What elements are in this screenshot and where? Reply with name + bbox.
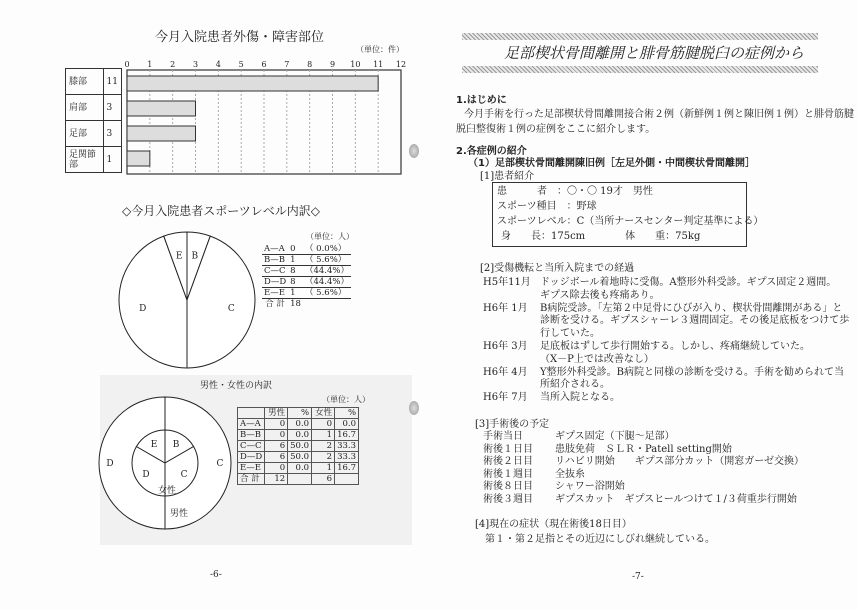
schedule-what: 全抜糸 [555, 468, 585, 480]
category-label: 膝部 [66, 69, 104, 95]
profile-line: スポーツ種目 ：野球 [497, 201, 597, 212]
hatch-stripe [462, 66, 818, 73]
cell: 0.0 [335, 419, 359, 430]
tick-label: 8 [307, 60, 313, 69]
patient-intro-heading: [1]患者紹介 [480, 171, 535, 182]
schedule-when: 手術当日 [483, 431, 523, 442]
cell-count: 8 [288, 266, 303, 277]
history-date: H5年11月 [483, 277, 531, 288]
slice-label: B [172, 439, 180, 450]
bar-chart-unit: （単位：件） [356, 45, 404, 54]
schedule-heading: [3]手術後の予定 [475, 419, 550, 430]
sex-unit: （単位：人） [322, 395, 370, 404]
cell: 0.0 [288, 419, 312, 430]
tick-label: 5 [238, 60, 244, 69]
cell-count: 8 [288, 277, 303, 288]
section-1-heading: 1.はじめに [456, 95, 507, 106]
intro-line: 脱臼整復術１例の症例をここに紹介します。 [456, 124, 656, 135]
category-value: 11 [103, 69, 121, 95]
cell: C—C [238, 441, 265, 452]
total-cell [335, 474, 359, 485]
cell-pct: （ 0.0%） [303, 244, 351, 255]
cell-level: D—D [264, 277, 287, 287]
schedule-what: ギプスカット ギプスヒールつけて１/３荷重歩行開始 [555, 494, 797, 505]
schedule-when: 術後１週目 [483, 468, 533, 480]
sex-row [238, 452, 359, 463]
history-text: Y整形外科受診。B病院と同様の診断を受ける。手術を勧められて当 [540, 366, 844, 378]
schedule-when: 術後８日目 [483, 481, 533, 493]
cell: E—E [238, 463, 265, 474]
slice-label: D [142, 470, 150, 480]
sex-breakdown-donut [0, 0, 430, 560]
tick-label: 6 [261, 60, 267, 69]
cell: B—B [238, 430, 265, 441]
cell-pct: （44.4%） [304, 266, 349, 276]
column-header: 男性 [265, 408, 288, 419]
bar-chart-title: 今月入院患者外傷・障害部位 [155, 30, 325, 45]
history-text: 診断を受ける。ギプスシャーレ３週間固定。その後足底板をつけて歩 [540, 315, 850, 327]
sports-level-title: ◇今月入院患者スポーツレベル内訳◇ [122, 204, 320, 218]
category-value: 3 [103, 121, 121, 147]
slice-label: D [139, 303, 147, 314]
schedule-when: 術後３週目 [483, 494, 533, 505]
history-text: 当所入院となる。 [540, 392, 620, 404]
total-cell [288, 474, 312, 485]
total-value: 18 [290, 299, 301, 309]
article-title-band [462, 33, 818, 73]
section-2-heading: 2.各症例の紹介 [456, 146, 527, 157]
sex-breakdown-table [237, 407, 359, 485]
cell: A—A [238, 419, 265, 430]
slice-label: D [106, 459, 114, 469]
sex-total-row [238, 474, 359, 485]
cell: 1 [312, 430, 335, 441]
schedule-when: 術後２日目 [483, 456, 533, 468]
cell-level: A—A [262, 244, 288, 255]
tick-label: 1 [147, 60, 153, 69]
cell-pct: （ 5.6%） [303, 288, 351, 299]
tick-label: 7 [284, 60, 290, 69]
cell: 50.0 [288, 441, 312, 452]
tick-label: 2 [170, 60, 176, 69]
case-1-heading: （1）足部楔状骨間離開陳旧例［左足外側・中間楔状骨間離開］ [468, 158, 755, 169]
cell: 0.0 [288, 463, 312, 474]
page-number-right: -7- [632, 572, 644, 582]
column-header [238, 408, 265, 419]
cell: 0.0 [288, 430, 312, 441]
history-text: ギプス除去後も疼痛あり。 [540, 289, 660, 301]
total-label: 合 計 [265, 299, 285, 309]
sex-row [238, 441, 359, 452]
sports-unit: （単位：人） [306, 232, 354, 241]
article-title: 足部楔状骨間離開と腓骨筋腱脱臼の症例から [504, 44, 805, 62]
binder-hole [409, 401, 419, 415]
column-header: % [288, 408, 312, 419]
page-number-left: -6- [210, 570, 222, 580]
cell-pct: （44.4%） [304, 277, 349, 287]
intro-line: 今月手術を行った足部楔状骨間離開接合術２例（新鮮例１例と陳旧例１例）と腓骨筋腱 [464, 109, 854, 120]
cell: 0 [265, 430, 288, 441]
history-text: 行していた。 [540, 328, 600, 340]
cell-count: 0 [288, 244, 303, 255]
column-header: % [335, 408, 359, 419]
slice-label: C [216, 459, 224, 469]
cell: 1 [312, 463, 335, 474]
cell: 6 [265, 452, 288, 463]
slice-label: E [150, 439, 158, 450]
sex-breakdown-title: 男性・女性の内訳 [200, 381, 273, 391]
sex-row [238, 463, 359, 474]
history-date: H6年 3月 [483, 341, 528, 352]
cell: 2 [312, 452, 335, 463]
total-cell: 12 [265, 474, 288, 485]
category-label: 足関節部 [66, 147, 104, 173]
binder-hole [409, 144, 419, 158]
profile-line: スポーツレベル：C（当所ナースセンター判定基準による） [497, 216, 764, 227]
cell: 16.7 [335, 463, 359, 474]
tick-label: 9 [329, 60, 336, 69]
schedule-what: ギプス固定（下腿～足部） [555, 431, 675, 442]
cell-count: 1 [288, 288, 303, 299]
donut-outer-label: 男性 [170, 509, 189, 519]
tick-label: 3 [192, 60, 199, 69]
profile-line: 患 者 ：〇・〇 19才 男性 [497, 186, 653, 197]
history-date: H6年 1月 [483, 302, 528, 314]
schedule-what: リハビリ開始 ギプス部分カット（開窓ガーゼ交換） [555, 456, 804, 468]
category-value: 3 [103, 95, 121, 121]
cell-level: E—E [262, 288, 288, 299]
symptoms-heading: [4]現在の症状（現在術後18日目） [475, 519, 632, 530]
tick-label: 11 [373, 60, 384, 69]
cell: 0 [312, 419, 335, 430]
cell: 0 [265, 463, 288, 474]
history-text: 足底板はずして歩行開始する。しかし、疼痛継続していた。 [540, 341, 810, 352]
cell-count: 1 [288, 255, 303, 266]
history-date: H6年 4月 [483, 366, 528, 378]
history-text: 所紹介される。 [540, 379, 610, 391]
slice-label: E [175, 251, 183, 262]
history-text: ドッジボール着地時に受傷。A整形外科受診。ギプス固定２週間。 [540, 277, 837, 288]
cell-level: B—B [262, 255, 288, 266]
hatch-stripe [462, 33, 818, 40]
history-heading: [2]受傷機転と当所入院までの経過 [480, 263, 635, 274]
tick-label: 0 [124, 60, 130, 69]
total-cell: 合 計 [238, 474, 265, 485]
cell: 33.3 [335, 452, 359, 463]
category-label: 足部 [66, 121, 104, 147]
cell: D—D [238, 452, 265, 463]
donut-inner-label: 女性 [158, 486, 177, 496]
tick-label: 10 [350, 60, 361, 69]
tick-label: 12 [395, 60, 407, 69]
slice-label: C [180, 470, 188, 480]
category-value: 1 [103, 147, 121, 173]
cell: 16.7 [335, 430, 359, 441]
cell-pct: （ 5.6%） [303, 255, 351, 266]
schedule-what: 患肢免荷 ＳＬＲ・Patell setting開始 [555, 443, 732, 455]
schedule-what: シャワー浴開始 [555, 481, 625, 493]
slice-label: C [227, 303, 235, 314]
slice-label: B [191, 251, 199, 262]
cell: 33.3 [335, 441, 359, 452]
schedule-when: 術後１日目 [483, 443, 533, 455]
symptoms-text: 第１・第２足指とその近辺にしびれ継続している。 [485, 534, 715, 545]
column-header: 女性 [312, 408, 335, 419]
history-text: B病院受診。「左第２中足骨にひびが入り、楔状骨間離開がある」と [540, 302, 843, 314]
category-label: 肩部 [66, 95, 104, 121]
cell: 2 [312, 441, 335, 452]
patient-profile-box [492, 182, 764, 247]
sex-row [238, 419, 359, 430]
history-text: （X－P上では改善なし） [540, 353, 654, 365]
total-cell: 6 [312, 474, 335, 485]
history-date: H6年 7月 [483, 392, 528, 404]
cell: 50.0 [288, 452, 312, 463]
cell-level: C—C [262, 266, 288, 277]
cell: 0 [265, 419, 288, 430]
profile-line: 身 長：175cm 体 重：75kg [501, 231, 701, 242]
cell: 6 [265, 441, 288, 452]
sex-header-row [238, 408, 359, 419]
sex-row [238, 430, 359, 441]
tick-label: 4 [215, 60, 221, 69]
